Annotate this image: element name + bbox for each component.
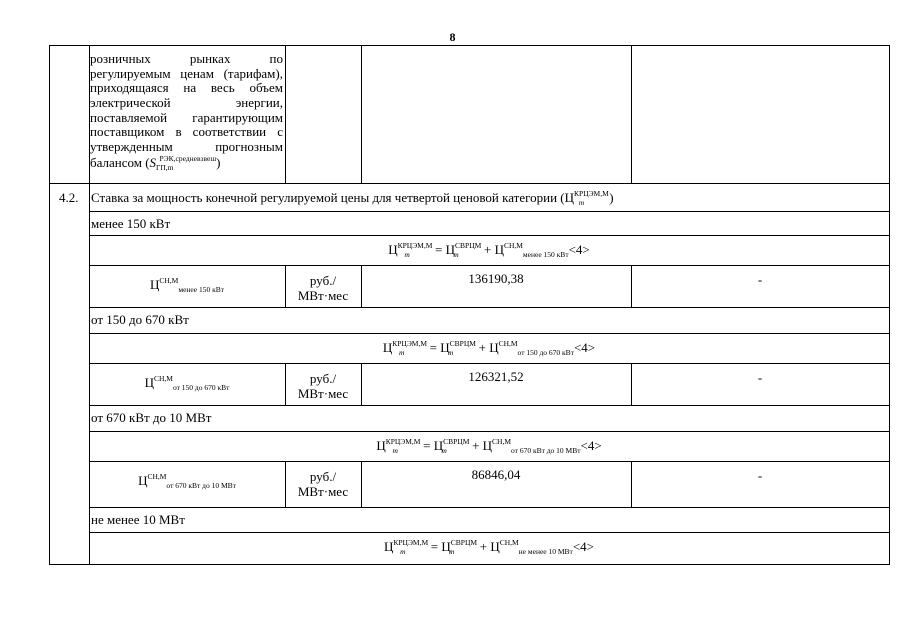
description-word: (тарифам), <box>223 65 283 81</box>
price-symbol: $Ц^{СВРЦМ}_m$ <box>433 437 470 455</box>
row-symbol <box>89 375 285 391</box>
description-last-line: балансом $(S_{ГП,m}^{РЭК,средневзвеш})$ <box>90 153 221 172</box>
price-symbol: $Ц^{КРЦЭМ,М}_m$ <box>376 437 421 455</box>
group-label: не менее 10 МВт <box>91 512 185 527</box>
price-symbol: $Ц^{СВРЦМ}_m$ <box>441 538 478 556</box>
page-number: 8 <box>449 30 456 44</box>
description-word: соответствии <box>192 124 267 140</box>
price-symbol: $Ц^{СВРЦМ}_m$ <box>445 241 482 259</box>
value-dash: - <box>757 370 763 385</box>
value-dash: - <box>757 272 763 287</box>
description-line <box>90 67 283 82</box>
description-word: поставляемой <box>90 109 168 125</box>
tariff-value: 126321,52 <box>468 369 524 384</box>
group-label: от 150 до 670 кВт <box>91 312 189 327</box>
price-symbol: $Ц^{СН,М}_{от 150 до 670 кВт}$ <box>144 374 230 392</box>
price-symbol: $Ц^{СН,М}_{менее 150 кВт}$ <box>149 276 225 294</box>
price-symbol: $Ц^{СВРЦМ}_m$ <box>440 339 476 357</box>
price-symbol: $Ц^{КРЦЭМ,М}_m$ <box>383 538 429 556</box>
description-line <box>90 96 283 111</box>
description-line <box>90 81 283 96</box>
description-word: розничных <box>90 51 151 66</box>
description-word: прогнозным <box>215 139 283 155</box>
group-formula: $Ц^{КРЦЭМ,М}_m = Ц^{СВРЦМ}_m + Ц^{СН,М}_{от 670 кВт до 10 МВт}<4>$ <box>376 437 602 455</box>
price-symbol: $Ц^{СН,М}_{не менее 10 МВт}$ <box>490 538 573 556</box>
row-symbol <box>89 473 285 489</box>
group-formula: $Ц^{КРЦЭМ,М}_m = Ц^{СВРЦМ}_m + Ц^{СН,М}_{не менее 10 МВт}<4>$ <box>383 538 595 556</box>
description-word: ценам <box>180 65 214 81</box>
description-word: объем <box>249 80 283 96</box>
tariff-table <box>49 45 890 565</box>
unit-label: руб./ МВт·мес <box>297 371 349 401</box>
group-label: менее 150 кВт <box>91 216 171 231</box>
tariff-value: 136190,38 <box>468 271 524 286</box>
group-label: от 670 кВт до 10 МВт <box>91 410 212 425</box>
description-line <box>90 125 283 140</box>
continued-description <box>90 52 283 170</box>
description-word: утвержденным <box>90 139 173 155</box>
section-title: Ставка за мощность конечной регулируемой цены для четвертой ценовой категории ($Ц^{КРЦЭМ,М}_m$ ) <box>91 189 614 207</box>
description-word: поставщиком <box>90 124 165 140</box>
price-symbol: $Ц^{СН,М}_{менее 150 кВт}$ <box>494 241 569 259</box>
price-symbol: $Ц^{СН,М}_{от 670 кВт до 10 МВт}$ <box>482 437 581 455</box>
price-symbol: $Ц^{СН,М}_{от 150 до 670 кВт}$ <box>489 339 574 357</box>
price-symbol: $Ц^{КРЦЭМ,М}_m$ <box>382 339 427 357</box>
description-word: весь <box>210 80 235 96</box>
description-word: рынках <box>189 51 231 66</box>
description-word: в <box>175 124 182 140</box>
group-formula: $Ц^{КРЦЭМ,М}_m = Ц^{СВРЦМ}_m + Ц^{СН,М}_{от 150 до 670 кВт}<4>$ <box>382 339 596 357</box>
section-number: 4.2. <box>59 190 79 205</box>
description-line <box>90 111 283 126</box>
unit-label: руб./ МВт·мес <box>297 469 349 499</box>
price-symbol: $Ц^{СН,М}_{от 670 кВт до 10 МВт}$ <box>138 472 236 490</box>
description-word: электрической <box>90 95 171 111</box>
description-line <box>90 140 283 155</box>
description-word: регулируемым <box>90 65 171 81</box>
price-symbol: $Ц^{КРЦЭМ,М}_m$ <box>388 241 433 259</box>
group-formula: $Ц^{КРЦЭМ,М}_m = Ц^{СВРЦМ}_m + Ц^{СН,М}_{менее 150 кВт}<4>$ <box>388 241 590 259</box>
description-word: по <box>269 51 283 66</box>
value-dash: - <box>757 468 763 483</box>
description-word: приходящаяся <box>90 80 169 96</box>
row-symbol <box>89 277 285 293</box>
description-word: на <box>183 80 197 96</box>
description-word: гарантирующим <box>192 109 283 125</box>
description-line <box>90 52 283 67</box>
tariff-value: 86846,04 <box>471 467 521 482</box>
description-word: энергии, <box>235 95 283 111</box>
description-word: с <box>277 124 283 140</box>
unit-label: руб./ МВт·мес <box>297 273 349 303</box>
